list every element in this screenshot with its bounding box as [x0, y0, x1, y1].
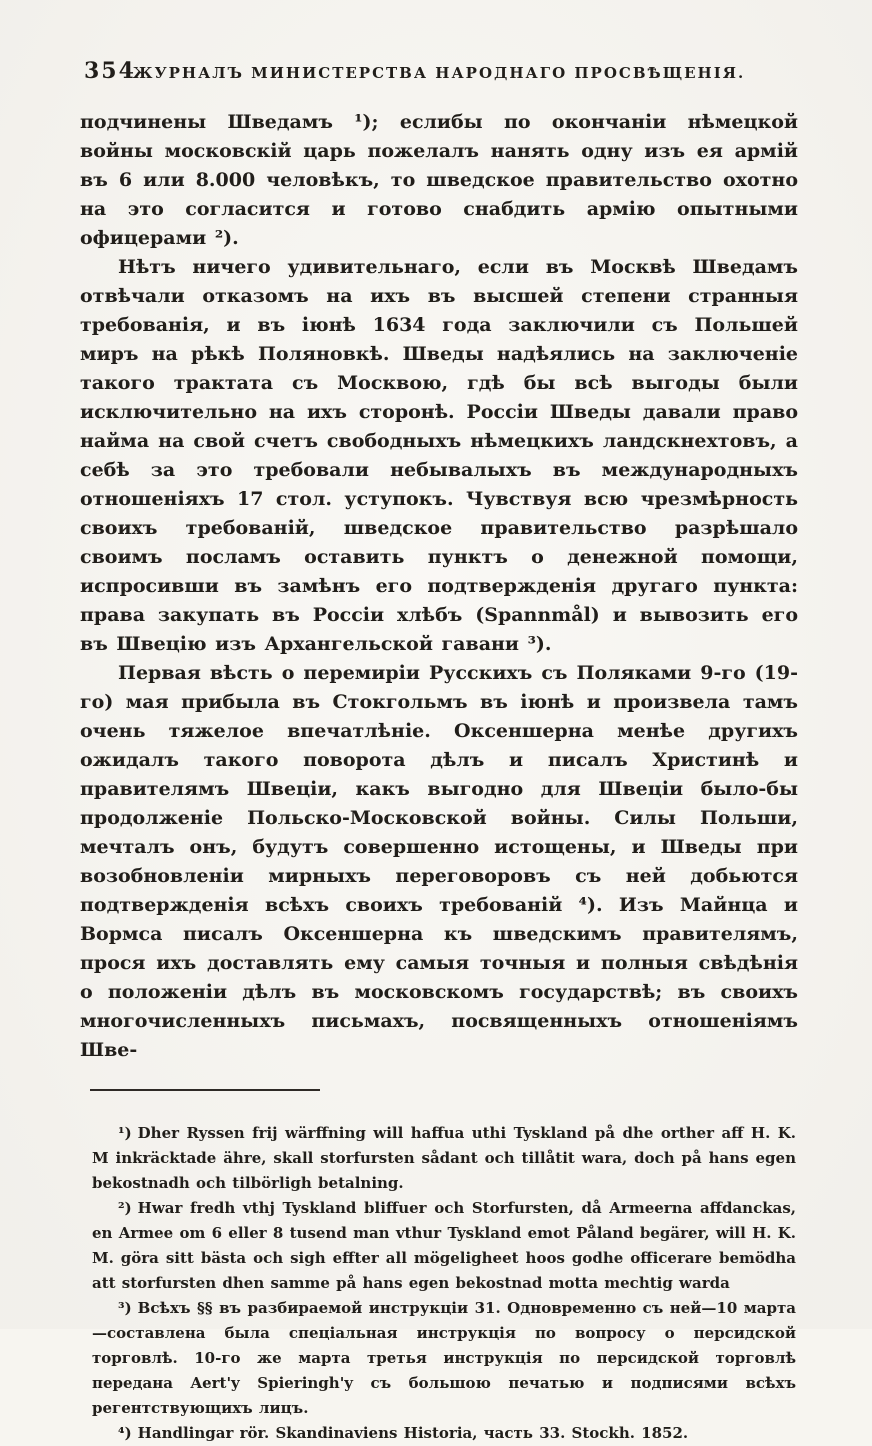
- footnote-separator-rule: [90, 1089, 320, 1091]
- footnote-text: Всѣхъ §§ въ разбираемой инструкціи 31. Одновременно съ ней—10 марта—составлена была спеціальная инструкція по вопросу о персидской торговлѣ. 10-го же марта третья инструкція по персидской торговлѣ передана Aert'y Spieringh'y съ большою печатью и подписями всѣхъ регентствующихъ лицъ.: [92, 1299, 796, 1417]
- footnote-text: Handlingar rör. Skandinaviens Historia, часть 33. Stockh. 1852.: [137, 1424, 689, 1442]
- paragraph: Нѣтъ ничего удивительнаго, если въ Москвѣ Шведамъ отвѣчали отказомъ на ихъ въ высшей степени странныя требованія, и въ іюнѣ 1634 года заключили съ Польшей миръ на рѣкѣ Поляновкѣ. Шведы надѣялись на заключеніе такого трактата съ Москвою, гдѣ бы всѣ выгоды были исключительно на ихъ сторонѣ. Россіи Шведы давали право найма на свой счетъ свободныхъ нѣмецкихъ ландскнехтовъ, а себѣ за это требовали небывалыхъ въ международныхъ отношеніяхъ 17 стол. уступокъ. Чувствуя всю чрезмѣрность своихъ требованій, шведское правительство разрѣшало своимъ посламъ оставить пунктъ о денежной помощи, испросивши въ замѣнъ его подтвержденія другаго пункта: права закупать въ Россіи хлѣбъ (Spannmål) и вывозить его въ Швецію изъ Архангельской гавани ³).: [80, 256, 798, 655]
- page-header: [80, 56, 798, 90]
- footnote: [92, 1421, 796, 1446]
- footnote-text: Dher Ryssen frij wärffning will haffua uthi Tyskland på dhe orther aff H. K. M inkräcktade ähre, skall storfursten sådant och tillåtit wara, doch på hans egen bekostnadh och tilbörligh betalning.: [92, 1124, 796, 1192]
- footnote-marker: ⁴): [118, 1424, 132, 1442]
- paragraph: Первая вѣсть о перемиріи Русскихъ съ Поляками 9-го (19-го) мая прибыла въ Стокгольмъ въ іюнѣ и произвела тамъ очень тяжелое впечатлѣніе. Оксеншерна менѣе другихъ ожидалъ такого поворота дѣлъ и писалъ Христинѣ и правителямъ Швеціи, какъ выгодно для Швеціи было-бы продолженіе Польско-Московской войны. Силы Польши, мечталъ онъ, будутъ совершенно истощены, и Шведы при возобновленіи мирныхъ переговоровъ съ ней добьются подтвержденія всѣхъ своихъ требованій ⁴). Изъ Майнца и Вормса писалъ Оксеншерна къ шведскимъ правителямъ, прося ихъ доставлять ему самыя точныя и полныя свѣдѣнія о положеніи дѣлъ въ московскомъ государствѣ; въ своихъ многочисленныхъ письмахъ, посвященныхъ отношеніямъ Шве-: [80, 662, 798, 1061]
- main-text-block: [80, 108, 798, 1065]
- page-number: 354: [84, 58, 136, 84]
- footnote-marker: ¹): [118, 1124, 132, 1142]
- footnote-text: Hwar fredh vthj Tyskland bliffuer och Storfursten, då Armeerna affdanckas, en Armee om 6 eller 8 tusend man vthur Tyskland emot Påland begärer, will H. K. M. göra sitt bästa och sigh effter all mögeligheet hoos godhe officerare bemödha att storfursten dhen samme på hans egen bekostnad motta mechtig warda: [92, 1199, 796, 1292]
- footnote-marker: ²): [118, 1199, 132, 1217]
- footnote-marker: ³): [118, 1299, 132, 1317]
- footnotes-block: [92, 1121, 796, 1446]
- footnote: [92, 1196, 796, 1296]
- footnote: [92, 1121, 796, 1196]
- paragraph-continuation: подчинены Шведамъ ¹); еслибы по окончаніи нѣмецкой войны московскій царь пожелалъ нанять одну изъ ея армій въ 6 или 8.000 человѣкъ, то шведское правительство охотно на это согласится и готово снабдить армію опытными офицерами ²).: [80, 111, 798, 249]
- footnote: [92, 1296, 796, 1421]
- journal-title: ЖУРНАЛЪ МИНИСТЕРСТВА НАРОДНАГО ПРОСВѢЩЕНІЯ.: [132, 64, 746, 82]
